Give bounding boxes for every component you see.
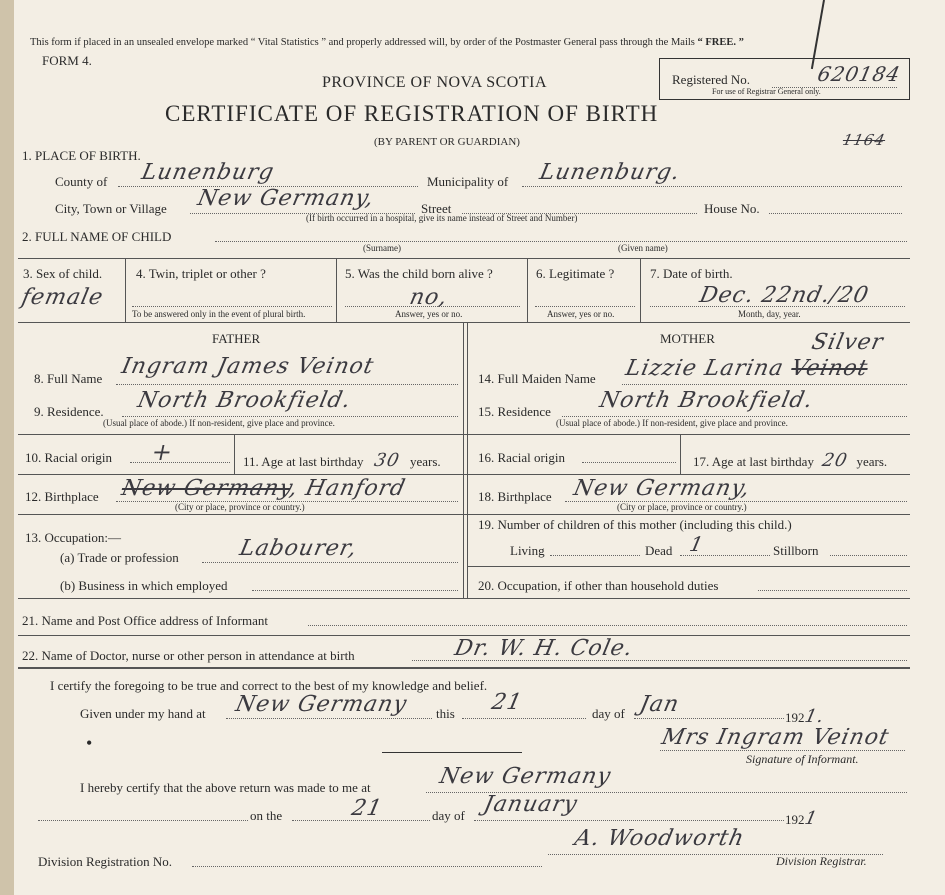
doctor-value: Dr. W. H. Cole. — [452, 636, 636, 661]
city-value: New Germany, — [195, 186, 377, 211]
father-birthplace-value: New Germany, Hanford — [119, 476, 408, 501]
registered-number: 620184 — [815, 62, 903, 86]
father-age-row — [243, 450, 441, 471]
given-month: Jan — [637, 692, 682, 717]
father-name-label: 8. Full Name — [34, 371, 103, 386]
form-number: FORM 4. — [42, 53, 92, 68]
living-label: Living — [510, 543, 545, 558]
surname-note: (Surname) — [363, 243, 401, 253]
mother-age-label: 17. Age at last birthday — [693, 454, 814, 469]
registrar-month: January — [481, 792, 581, 817]
province-heading: PROVINCE OF NOVA SCOTIA — [322, 74, 548, 91]
dead-label: Dead — [645, 543, 673, 558]
doctor-label: 22. Name of Doctor, nurse or other person in attendance at birth — [22, 648, 355, 663]
business-label: (b) Business in which employed — [60, 578, 228, 593]
free-label: “ FREE. ” — [697, 37, 744, 48]
father-occupation-label: 13. Occupation:— — [25, 530, 122, 545]
page-edge — [0, 0, 14, 895]
father-birthplace-note: (City or place, province or country.) — [175, 502, 305, 512]
father-residence-note: (Usual place of abode.) If non-resident, give place and province. — [103, 418, 335, 428]
mother-maiden-value: Lizzie Larina Veinot — [623, 356, 871, 381]
county-value: Lunenburg — [139, 160, 277, 185]
alive-note: Answer, yes or no. — [395, 309, 463, 319]
registrar-day-of-label: day of — [432, 808, 465, 823]
given-day: 21 — [489, 690, 525, 715]
given-year: 1921. — [785, 706, 826, 727]
registered-label: Registered No. — [672, 72, 750, 87]
given-day-of-label: day of — [592, 706, 625, 721]
given-name-note: (Given name) — [618, 243, 668, 253]
municipality-value: Lunenburg. — [537, 160, 683, 185]
informant-label: 21. Name and Post Office address of Informant — [22, 613, 268, 628]
registrar-statement: I hereby certify that the above return was made to me at — [80, 780, 371, 795]
alive-value: no, — [407, 285, 451, 310]
division-registrar-label: Division Registrar. — [776, 854, 867, 868]
maiden-struck: Veinot — [788, 356, 871, 381]
stillborn-label: Stillborn — [773, 543, 819, 558]
mother-birthplace-value: New Germany, — [571, 476, 753, 501]
sex-label: 3. Sex of child. — [23, 266, 103, 281]
registered-box — [659, 58, 910, 100]
father-age-value: 30 — [372, 450, 402, 471]
hospital-note: (If birth occurred in a hospital, give its name instead of Street and Number) — [306, 213, 578, 223]
this-label: this — [436, 706, 455, 721]
children-label: 19. Number of children of this mother (including this child.) — [478, 517, 792, 532]
page-subtitle: (BY PARENT OR GUARDIAN) — [374, 136, 520, 148]
house-label: House No. — [704, 201, 760, 216]
alive-label: 5. Was the child born alive ? — [345, 266, 493, 281]
father-birthplace-label: 12. Birthplace — [25, 489, 99, 504]
trade-value: Labourer, — [237, 536, 360, 561]
signature-label: Signature of Informant. — [746, 752, 859, 766]
registrar-place: New Germany — [437, 764, 614, 789]
page-title: CERTIFICATE OF REGISTRATION OF BIRTH — [165, 101, 659, 126]
father-birthplace-struck: New Germany — [119, 476, 293, 501]
county-label: County of — [55, 174, 108, 189]
municipality-label: Municipality of — [427, 174, 509, 189]
legitimate-label: 6. Legitimate ? — [536, 266, 615, 281]
mother-heading: MOTHER — [660, 331, 715, 346]
street-label: Street — [421, 201, 452, 216]
legitimate-note: Answer, yes or no. — [547, 309, 615, 319]
city-label: City, Town or Village — [55, 201, 167, 216]
mother-residence-note: (Usual place of abode.) If non-resident, give place and province. — [556, 418, 788, 428]
place-heading: 1. PLACE OF BIRTH. — [22, 148, 141, 163]
mother-racial-label: 16. Racial origin — [478, 450, 566, 465]
on-the-label: on the — [250, 808, 283, 823]
mother-residence-label: 15. Residence — [478, 404, 551, 419]
mail-notice: This form if placed in an unsealed envelope marked “ Vital Statistics ” and properly addressed will, by order of the Postmaster General pass through the Mails “ FREE. ” — [30, 37, 744, 48]
father-racial-label: 10. Racial origin — [25, 450, 113, 465]
registrar-use-note: For use of Registrar General only. — [712, 87, 821, 96]
mother-years-label: years. — [856, 454, 888, 469]
registrar-year: 1921 — [785, 808, 820, 829]
dob-note: Month, day, year. — [738, 309, 801, 319]
dob-label: 7. Date of birth. — [650, 266, 733, 281]
mother-occupation-label: 20. Occupation, if other than household duties — [478, 578, 719, 593]
certify-statement: I certify the foregoing to be true and correct to the best of my knowledge and belief. — [50, 678, 488, 693]
father-residence-value: North Brookfield. — [135, 388, 354, 413]
father-name-value: Ingram James Veinot — [119, 354, 377, 379]
old-number: 1164 — [841, 131, 888, 149]
father-years-label: years. — [409, 454, 441, 469]
mother-age-row — [693, 450, 887, 471]
twin-note: To be answered only in the event of plural birth. — [132, 309, 306, 319]
father-heading: FATHER — [212, 331, 261, 346]
registrar-signature: A. Woodworth — [572, 826, 747, 851]
mother-birthplace-label: 18. Birthplace — [478, 489, 552, 504]
trade-label: (a) Trade or profession — [60, 550, 179, 565]
registrar-day: 21 — [349, 796, 385, 821]
child-name-label: 2. FULL NAME OF CHILD — [22, 229, 172, 244]
mother-age-value: 20 — [820, 450, 850, 471]
division-registration-label: Division Registration No. — [38, 854, 172, 869]
father-racial-value: + — [149, 438, 177, 466]
mother-maiden-label: 14. Full Maiden Name — [478, 371, 596, 386]
sex-value: female — [19, 285, 106, 310]
father-age-label: 11. Age at last birthday — [243, 454, 364, 469]
mother-residence-value: North Brookfield. — [597, 388, 816, 413]
maiden-insert: Silver — [809, 330, 886, 355]
dob-value: Dec. 22nd./20 — [697, 283, 872, 308]
given-label: Given under my hand at — [80, 706, 206, 721]
mother-birthplace-note: (City or place, province or country.) — [617, 502, 747, 512]
bullet-mark: • — [86, 733, 93, 753]
dead-value: 1 — [687, 532, 707, 556]
informant-signature: Mrs Ingram Veinot — [659, 725, 892, 750]
given-place: New Germany — [233, 692, 410, 717]
twin-label: 4. Twin, triplet or other ? — [136, 266, 266, 281]
father-residence-label: 9. Residence. — [34, 404, 104, 419]
